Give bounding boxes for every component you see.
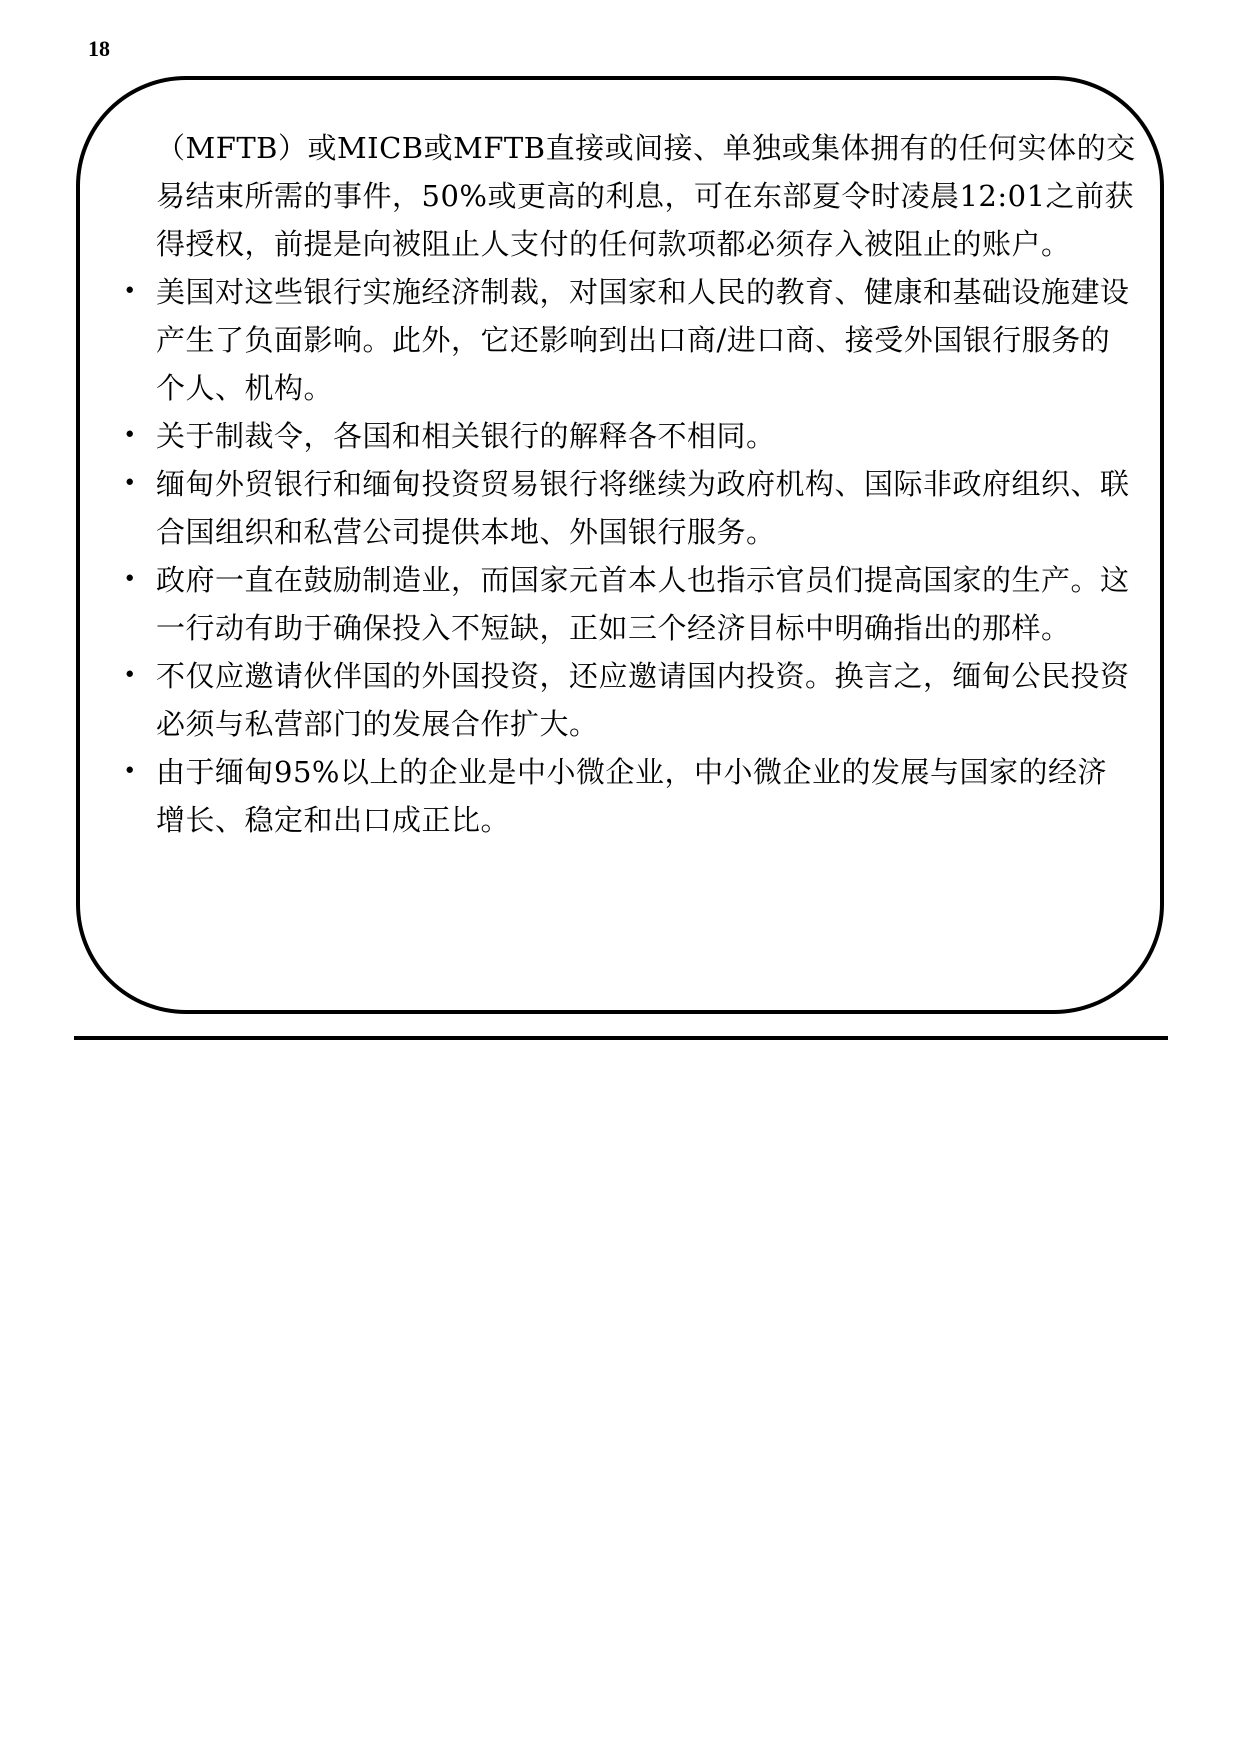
list-item <box>123 268 1136 412</box>
list-item <box>123 556 1136 652</box>
bullet-icon: • <box>123 759 137 784</box>
list-item-text: 由于缅甸95%以上的企业是中小微企业，中小微企业的发展与国家的经济增长、稳定和出口成正比。 <box>156 755 1107 837</box>
page-number: 18 <box>88 36 110 61</box>
list-item <box>123 652 1136 748</box>
list-item-text: 不仅应邀请伙伴国的外国投资，还应邀请国内投资。换言之，缅甸公民投资必须与私营部门的发展合作扩大。 <box>156 659 1130 741</box>
list-item-text: 关于制裁令，各国和相关银行的解释各不相同。 <box>156 419 776 453</box>
bullet-list <box>123 268 1136 844</box>
box-content <box>123 124 1136 844</box>
intro-paragraph: （MFTB）或MICB或MFTB直接或间接、单独或集体拥有的任何实体的交易结束所需的事件，50%或更高的利息，可在东部夏令时凌晨12:01之前获得授权，前提是向被阻止人支付的任何款项都必须存入被阻止的账户。 <box>156 131 1136 261</box>
list-item <box>123 412 1136 460</box>
horizontal-divider <box>74 1036 1168 1040</box>
list-item <box>123 460 1136 556</box>
bullet-icon: • <box>123 279 137 304</box>
list-item-text: 政府一直在鼓励制造业，而国家元首本人也指示官员们提高国家的生产。这一行动有助于确保投入不短缺，正如三个经济目标中明确指出的那样。 <box>156 563 1130 645</box>
list-item <box>123 748 1136 844</box>
bullet-icon: • <box>123 567 137 592</box>
bullet-icon: • <box>123 663 137 688</box>
list-item-text: 美国对这些银行实施经济制裁，对国家和人民的教育、健康和基础设施建设产生了负面影响。此外，它还影响到出口商/进口商、接受外国银行服务的个人、机构。 <box>156 275 1130 405</box>
bullet-icon: • <box>123 423 137 448</box>
list-item-text: 缅甸外贸银行和缅甸投资贸易银行将继续为政府机构、国际非政府组织、联合国组织和私营公司提供本地、外国银行服务。 <box>156 467 1130 549</box>
bullet-icon: • <box>123 471 137 496</box>
